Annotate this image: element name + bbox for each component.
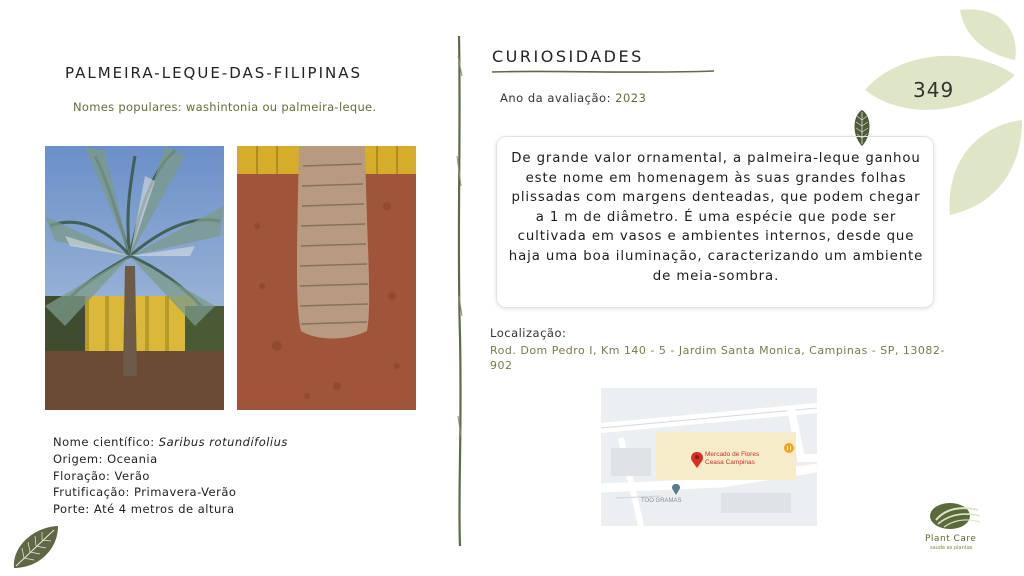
evaluation-year — [500, 91, 646, 105]
description-text: De grande valor ornamental, a palmeira-leque ganhou este nome em homenagem às suas grandes folhas plissadas com margens denteadas, que podem chegar a 1 m de diâmetro. É uma espécie que pode ser cultivada em vasos e ambientes internos, desde que haja uma boa iluminação, caracterizando um ambiente de meia-sombra. — [508, 151, 924, 284]
brand-name: Plant Care — [925, 534, 977, 544]
vertical-divider — [453, 36, 467, 546]
leaf-shape — [950, 120, 1022, 215]
leaf-shape — [960, 9, 1016, 60]
location-map[interactable] — [601, 388, 817, 526]
map-pin-label-2: Ceasa Campinas — [705, 459, 755, 466]
year-value: 2023 — [615, 91, 647, 105]
page-number: 349 — [913, 78, 955, 102]
decorative-leaf-bottom-left — [8, 522, 62, 572]
scientific-name-row — [53, 434, 288, 451]
title-underline — [492, 69, 714, 75]
plant-photo-trunk — [237, 146, 416, 410]
location-address: Rod. Dom Pedro I, Km 140 - 5 - Jardim Santa Monica, Campinas - SP, 13082-902 — [490, 344, 945, 372]
size-row: Porte: Até 4 metros de altura — [53, 502, 235, 517]
location-label: Localização: — [490, 326, 567, 340]
flowering-row: Floração: Verão — [53, 468, 150, 483]
map-place-label: TOO GRAMAS — [641, 498, 682, 504]
plant-title: PALMEIRA-LEQUE-DAS-FILIPINAS — [65, 64, 363, 82]
food-marker-icon — [784, 443, 794, 453]
fruiting-row: Frutificação: Primavera-Verão — [53, 485, 237, 500]
brand-tagline: saude as plantas — [930, 545, 973, 551]
curiosities-title: CURIOSIDADES — [492, 47, 644, 66]
plant-details — [53, 434, 288, 518]
plant-photo-full — [45, 146, 224, 410]
scientific-name-label: Nome científico: — [53, 435, 155, 449]
map-pin-label-1: Mercado de Flores — [705, 451, 760, 458]
year-label: Ano da avaliação: — [500, 91, 611, 105]
origin-row: Origem: Oceania — [53, 451, 158, 466]
plant-care-logo — [928, 500, 984, 532]
scientific-name-value: Saribus rotundifolius — [158, 435, 288, 449]
popular-names: Nomes populares: washintonia ou palmeira-leque. — [73, 100, 377, 114]
